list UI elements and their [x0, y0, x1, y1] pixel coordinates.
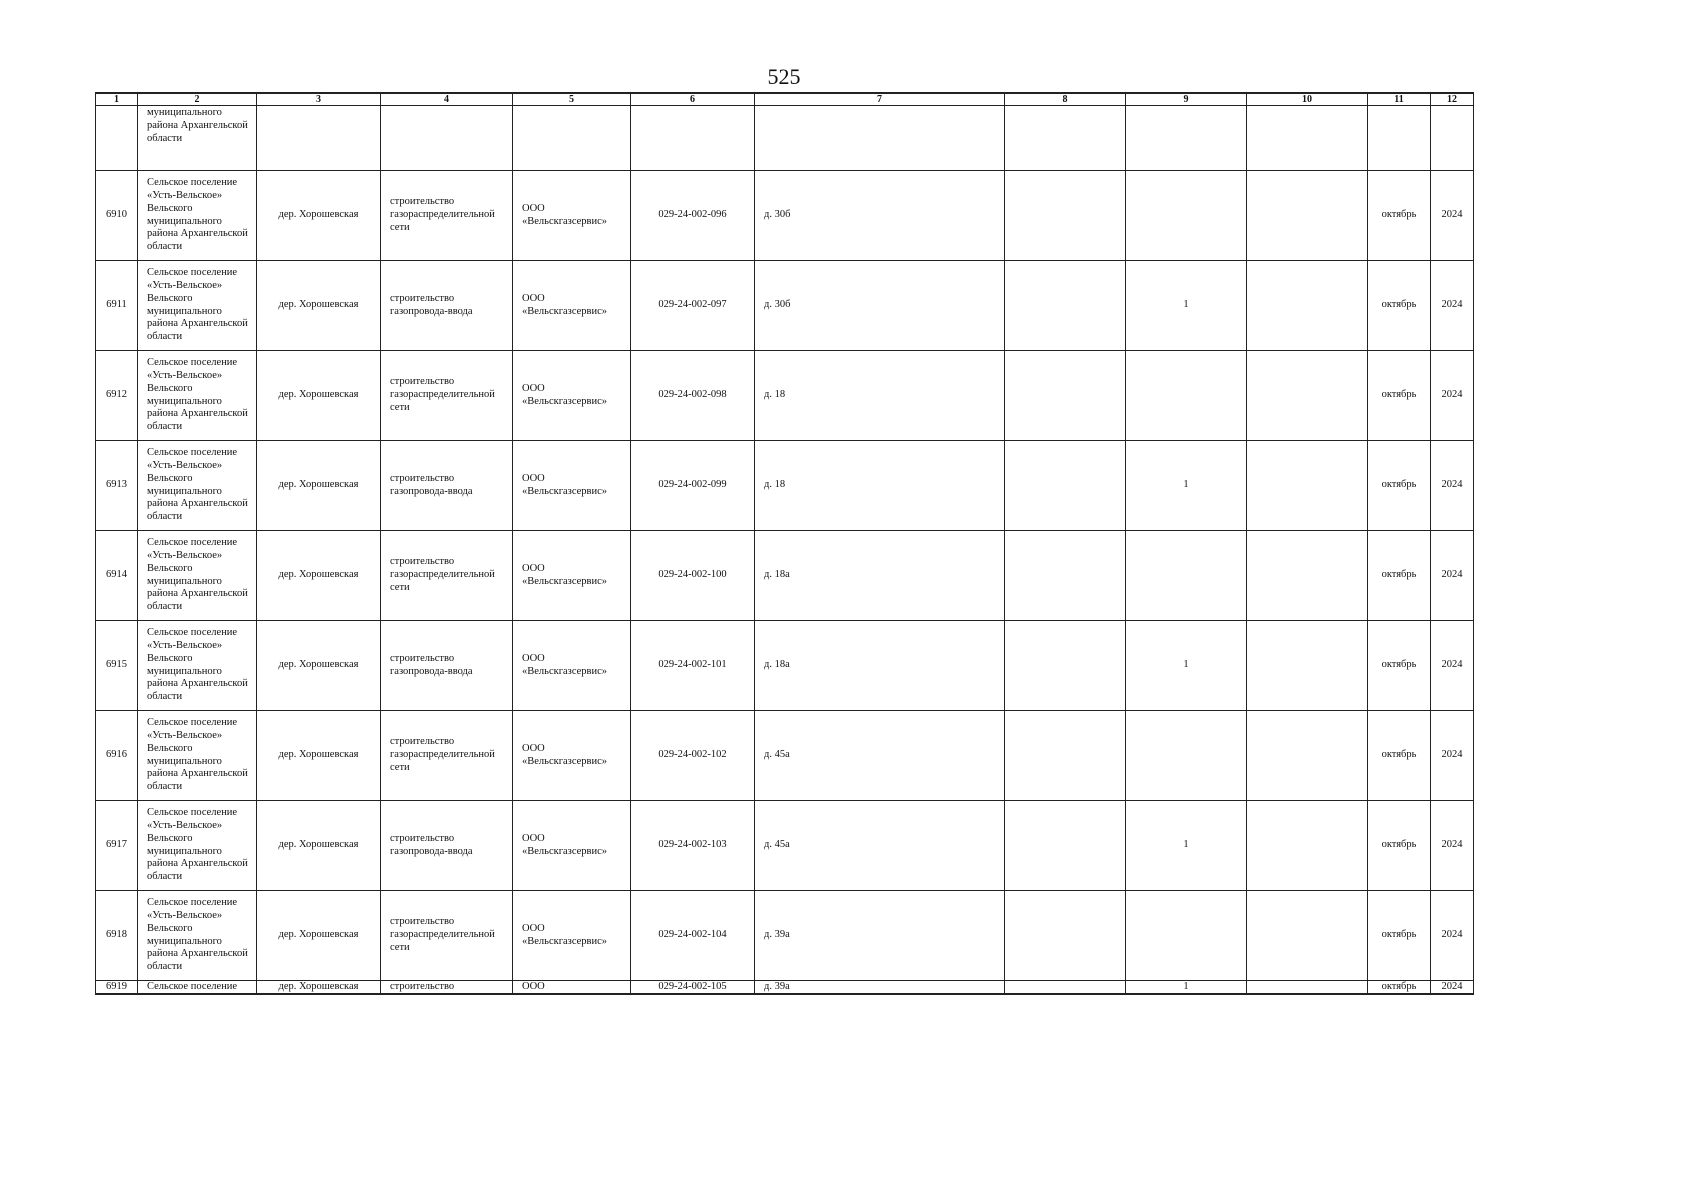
cell-locality: дер. Хорошевская [257, 441, 381, 531]
cell-settlement: Сельское поселение [138, 981, 257, 995]
cell-8 [1005, 106, 1126, 171]
cell-year [1431, 106, 1474, 171]
cell-number: 6915 [96, 621, 138, 711]
column-header: 8 [1005, 93, 1126, 106]
cell-10 [1247, 261, 1368, 351]
cell-house: д. 30б [755, 261, 1005, 351]
cell-number: 6912 [96, 351, 138, 441]
cell-8 [1005, 981, 1126, 995]
table-row [96, 441, 1474, 531]
cell-10 [1247, 171, 1368, 261]
header-row [96, 93, 1474, 106]
cell-work: строительство газопровода-ввода [381, 621, 513, 711]
cell-10 [1247, 106, 1368, 171]
cell-org [513, 106, 631, 171]
cell-month: октябрь [1368, 261, 1431, 351]
cell-number: 6911 [96, 261, 138, 351]
cell-9 [1126, 531, 1247, 621]
cell-year: 2024 [1431, 891, 1474, 981]
column-header: 1 [96, 93, 138, 106]
cell-year: 2024 [1431, 981, 1474, 995]
page-number: 525 [767, 64, 801, 89]
cell-settlement: Сельское поселение «Усть-Вельское» Вельского муниципального района Архангельской области [138, 621, 257, 711]
cell-month: октябрь [1368, 891, 1431, 981]
cell-9 [1126, 351, 1247, 441]
cell-number: 6919 [96, 981, 138, 995]
cell-10 [1247, 981, 1368, 995]
cell-code: 029-24-002-104 [631, 891, 755, 981]
cell-year: 2024 [1431, 441, 1474, 531]
cell-work: строительство газораспределительной сети [381, 351, 513, 441]
cell-code: 029-24-002-097 [631, 261, 755, 351]
table-row [96, 891, 1474, 981]
cell-code: 029-24-002-100 [631, 531, 755, 621]
cell-year: 2024 [1431, 531, 1474, 621]
cell-number: 6910 [96, 171, 138, 261]
cell-code: 029-24-002-103 [631, 801, 755, 891]
cell-9: 1 [1126, 981, 1247, 995]
cell-settlement: Сельское поселение «Усть-Вельское» Вельского муниципального района Архангельской области [138, 441, 257, 531]
cell-org: ООО [513, 981, 631, 995]
column-header: 12 [1431, 93, 1474, 106]
cell-9 [1126, 711, 1247, 801]
column-header: 9 [1126, 93, 1247, 106]
cell-settlement: Сельское поселение «Усть-Вельское» Вельского муниципального района Архангельской области [138, 171, 257, 261]
cell-work: строительство газопровода-ввода [381, 801, 513, 891]
cell-org: ООО «Вельскгазсервис» [513, 711, 631, 801]
cell-code: 029-24-002-098 [631, 351, 755, 441]
cell-month: октябрь [1368, 711, 1431, 801]
cell-settlement: Сельское поселение «Усть-Вельское» Вельского муниципального района Архангельской области [138, 801, 257, 891]
cell-locality: дер. Хорошевская [257, 891, 381, 981]
cell-house: д. 45а [755, 801, 1005, 891]
cell-locality: дер. Хорошевская [257, 801, 381, 891]
table-row [96, 351, 1474, 441]
table-row [96, 621, 1474, 711]
cell-code: 029-24-002-105 [631, 981, 755, 995]
cell-9: 1 [1126, 441, 1247, 531]
cell-org: ООО «Вельскгазсервис» [513, 621, 631, 711]
continuation-row [96, 106, 1474, 171]
column-header: 11 [1368, 93, 1431, 106]
cell-8 [1005, 261, 1126, 351]
cell-work: строительство газораспределительной сети [381, 171, 513, 261]
cell-9: 1 [1126, 261, 1247, 351]
cell-year: 2024 [1431, 711, 1474, 801]
cell-locality: дер. Хорошевская [257, 351, 381, 441]
cell-work [381, 106, 513, 171]
cell-work: строительство газораспределительной сети [381, 891, 513, 981]
cell-settlement: Сельское поселение «Усть-Вельское» Вельского муниципального района Архангельской области [138, 711, 257, 801]
registry-table [95, 92, 1474, 995]
cell-10 [1247, 351, 1368, 441]
column-header: 7 [755, 93, 1005, 106]
cell-number: 6916 [96, 711, 138, 801]
cell-9 [1126, 106, 1247, 171]
cell-settlement: Сельское поселение «Усть-Вельское» Вельского муниципального района Архангельской области [138, 261, 257, 351]
cell-code: 029-24-002-101 [631, 621, 755, 711]
cell-org: ООО «Вельскгазсервис» [513, 891, 631, 981]
cell-year: 2024 [1431, 621, 1474, 711]
cell-9 [1126, 891, 1247, 981]
cell-year: 2024 [1431, 261, 1474, 351]
table-row [96, 531, 1474, 621]
cell-10 [1247, 441, 1368, 531]
cell-year: 2024 [1431, 801, 1474, 891]
cell-settlement: муниципального района Архангельской области [138, 106, 257, 171]
cell-number: 6914 [96, 531, 138, 621]
cell-10 [1247, 801, 1368, 891]
cell-8 [1005, 891, 1126, 981]
cell-number: 6918 [96, 891, 138, 981]
cell-org: ООО «Вельскгазсервис» [513, 171, 631, 261]
cell-month: октябрь [1368, 171, 1431, 261]
cell-settlement: Сельское поселение «Усть-Вельское» Вельского муниципального района Архангельской области [138, 351, 257, 441]
cell-month: октябрь [1368, 351, 1431, 441]
cell-month: октябрь [1368, 621, 1431, 711]
cell-month: октябрь [1368, 441, 1431, 531]
cell-locality: дер. Хорошевская [257, 981, 381, 995]
cell-locality: дер. Хорошевская [257, 171, 381, 261]
cell-month: октябрь [1368, 531, 1431, 621]
cell-8 [1005, 801, 1126, 891]
cell-8 [1005, 621, 1126, 711]
cell-8 [1005, 441, 1126, 531]
cell-number: 6917 [96, 801, 138, 891]
cell-locality: дер. Хорошевская [257, 711, 381, 801]
cell-house: д. 39а [755, 981, 1005, 995]
table-body [96, 93, 1474, 994]
cell-work: строительство газопровода-ввода [381, 261, 513, 351]
cell-code [631, 106, 755, 171]
table-row [96, 981, 1474, 995]
table-row [96, 801, 1474, 891]
cell-year: 2024 [1431, 351, 1474, 441]
column-header: 10 [1247, 93, 1368, 106]
cell-year: 2024 [1431, 171, 1474, 261]
cell-house: д. 18а [755, 531, 1005, 621]
cell-house: д. 39а [755, 891, 1005, 981]
cell-month [1368, 106, 1431, 171]
cell-org: ООО «Вельскгазсервис» [513, 441, 631, 531]
cell-9: 1 [1126, 621, 1247, 711]
column-header: 2 [138, 93, 257, 106]
cell-8 [1005, 711, 1126, 801]
cell-work: строительство газораспределительной сети [381, 531, 513, 621]
table-row [96, 711, 1474, 801]
cell-locality [257, 106, 381, 171]
cell-number [96, 106, 138, 171]
cell-house: д. 45а [755, 711, 1005, 801]
table-row [96, 261, 1474, 351]
cell-locality: дер. Хорошевская [257, 261, 381, 351]
column-header: 6 [631, 93, 755, 106]
cell-9 [1126, 171, 1247, 261]
column-header: 5 [513, 93, 631, 106]
cell-month: октябрь [1368, 981, 1431, 995]
cell-org: ООО «Вельскгазсервис» [513, 351, 631, 441]
column-header: 3 [257, 93, 381, 106]
cell-work: строительство газораспределительной сети [381, 711, 513, 801]
cell-house: д. 18а [755, 621, 1005, 711]
table-row [96, 171, 1474, 261]
cell-8 [1005, 171, 1126, 261]
cell-work: строительство газопровода-ввода [381, 441, 513, 531]
cell-house: д. 30б [755, 171, 1005, 261]
cell-8 [1005, 531, 1126, 621]
cell-10 [1247, 711, 1368, 801]
cell-work: строительство [381, 981, 513, 995]
cell-8 [1005, 351, 1126, 441]
cell-10 [1247, 891, 1368, 981]
cell-house: д. 18 [755, 441, 1005, 531]
cell-settlement: Сельское поселение «Усть-Вельское» Вельского муниципального района Архангельской области [138, 891, 257, 981]
cell-9: 1 [1126, 801, 1247, 891]
cell-10 [1247, 531, 1368, 621]
cell-number: 6913 [96, 441, 138, 531]
cell-house: д. 18 [755, 351, 1005, 441]
cell-code: 029-24-002-099 [631, 441, 755, 531]
cell-10 [1247, 621, 1368, 711]
cell-locality: дер. Хорошевская [257, 531, 381, 621]
cell-house [755, 106, 1005, 171]
cell-org: ООО «Вельскгазсервис» [513, 801, 631, 891]
cell-locality: дер. Хорошевская [257, 621, 381, 711]
cell-code: 029-24-002-102 [631, 711, 755, 801]
cell-org: ООО «Вельскгазсервис» [513, 261, 631, 351]
cell-code: 029-24-002-096 [631, 171, 755, 261]
cell-month: октябрь [1368, 801, 1431, 891]
column-header: 4 [381, 93, 513, 106]
cell-org: ООО «Вельскгазсервис» [513, 531, 631, 621]
cell-settlement: Сельское поселение «Усть-Вельское» Вельского муниципального района Архангельской области [138, 531, 257, 621]
